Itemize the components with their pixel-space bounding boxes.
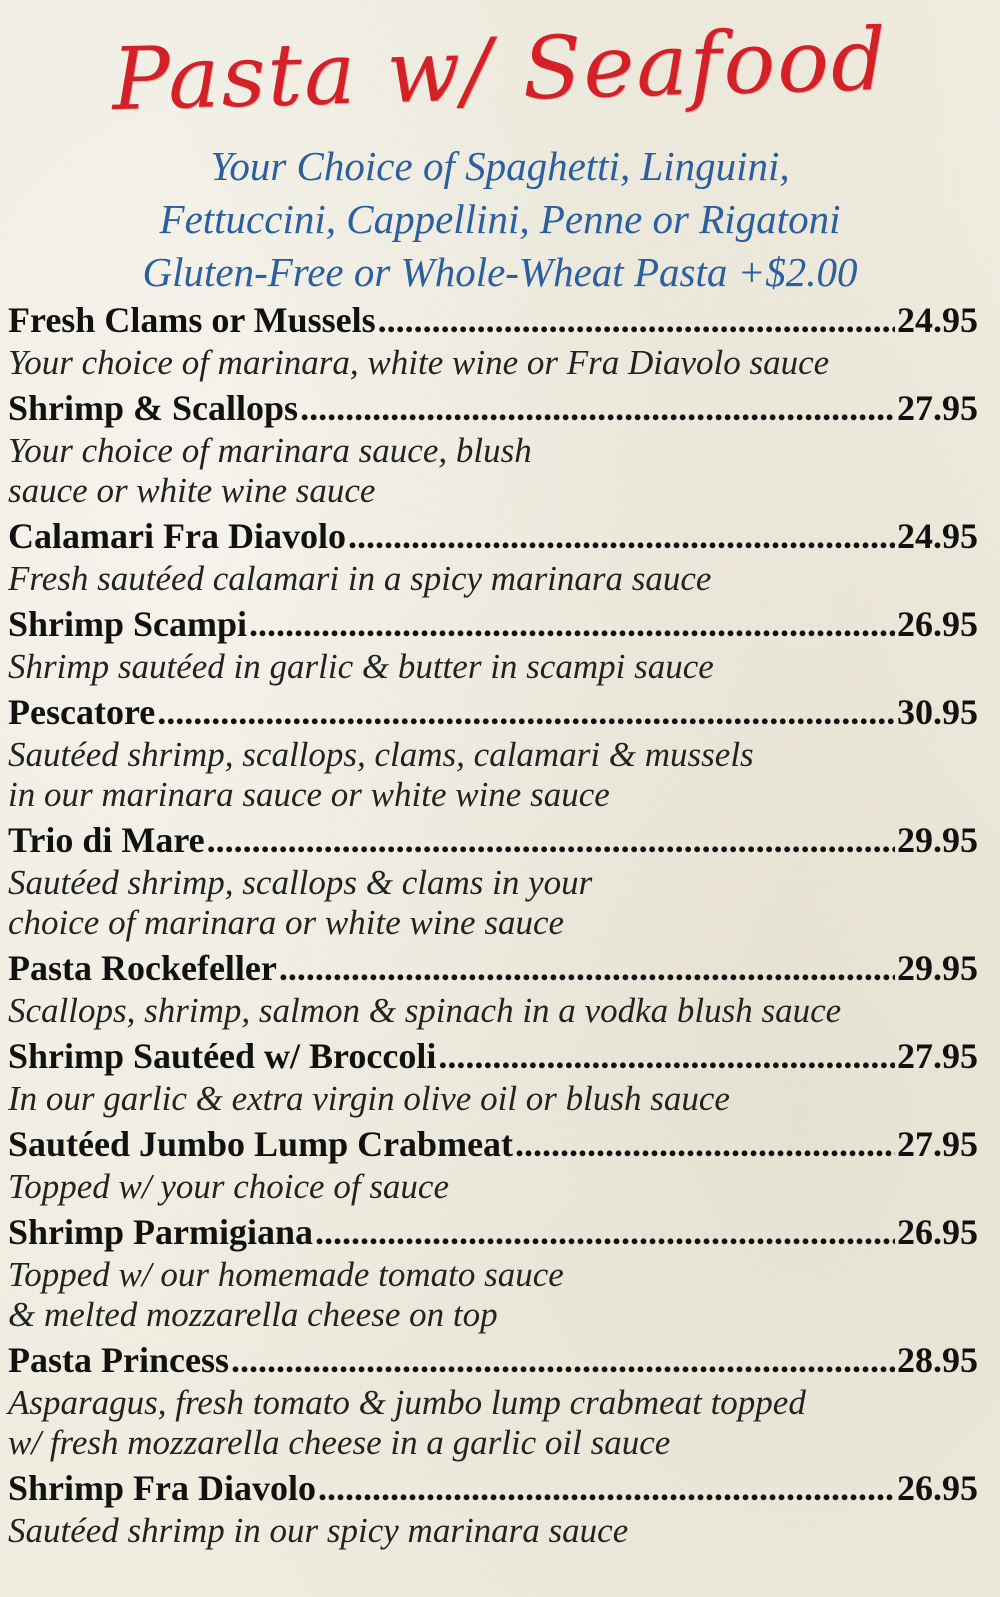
- menu-item-price: 24.95: [897, 516, 978, 556]
- menu-item: [8, 1466, 978, 1551]
- menu-item: [8, 818, 978, 943]
- menu-item-description: [8, 1383, 978, 1463]
- description-line: In our garlic & extra virgin olive oil or blush sauce: [8, 1079, 730, 1118]
- dot-leader: [279, 946, 895, 991]
- dot-leader: [438, 1034, 895, 1079]
- dot-leader: [515, 1122, 895, 1167]
- menu-item-description: [8, 431, 978, 511]
- dot-leader: [157, 690, 895, 735]
- menu-item-name: Fresh Clams or Mussels: [8, 300, 376, 340]
- menu-item-price: 28.95: [897, 1340, 978, 1380]
- dot-leader: [315, 1210, 895, 1255]
- menu-item-price: 24.95: [897, 300, 978, 340]
- description-line: Shrimp sautéed in garlic & butter in scampi sauce: [8, 647, 714, 686]
- menu-item-name: Shrimp Sautéed w/ Broccoli: [8, 1036, 437, 1076]
- menu-item-name: Pasta Rockefeller: [8, 948, 277, 988]
- menu-item-name: Shrimp & Scallops: [8, 388, 299, 428]
- menu-item-price: 27.95: [897, 1124, 978, 1164]
- subtitle-line: Gluten-Free or Whole-Wheat Pasta +$2.00: [142, 249, 858, 295]
- description-line: Scallops, shrimp, salmon & spinach in a vodka blush sauce: [8, 991, 842, 1030]
- description-line: Your choice of marinara sauce, blush: [8, 431, 532, 470]
- menu-item-header: [8, 818, 978, 863]
- description-line: w/ fresh mozzarella cheese in a garlic oil sauce: [8, 1423, 671, 1462]
- dot-leader: [318, 1466, 895, 1511]
- menu-item-price: 29.95: [897, 948, 978, 988]
- dot-leader: [231, 1338, 895, 1383]
- menu-item-description: [8, 1167, 978, 1207]
- menu-item-name: Pasta Princess: [8, 1340, 229, 1380]
- menu-item-name: Shrimp Parmigiana: [8, 1212, 314, 1252]
- description-line: choice of marinara or white wine sauce: [8, 903, 565, 942]
- description-line: Topped w/ your choice of sauce: [8, 1167, 450, 1206]
- menu-item-header: [8, 1034, 978, 1079]
- menu-item-description: [8, 559, 978, 599]
- description-line: Asparagus, fresh tomato & jumbo lump crabmeat topped: [8, 1383, 806, 1422]
- description-line: Topped w/ our homemade tomato sauce: [8, 1255, 564, 1294]
- menu-items-list: [8, 298, 978, 1554]
- description-line: Your choice of marinara, white wine or Fra Diavolo sauce: [8, 343, 830, 382]
- menu-item: [8, 1210, 978, 1335]
- menu-item-price: 26.95: [897, 1468, 978, 1508]
- menu-item-price: 27.95: [897, 388, 978, 428]
- menu-item-header: [8, 1122, 978, 1167]
- dot-leader: [348, 514, 895, 559]
- menu-item-description: [8, 343, 978, 383]
- menu-item: [8, 1122, 978, 1207]
- description-line: Sautéed shrimp, scallops & clams in your: [8, 863, 593, 902]
- description-line: Fresh sautéed calamari in a spicy marinara sauce: [8, 559, 712, 598]
- menu-item-header: [8, 1338, 978, 1383]
- menu-item-header: [8, 298, 978, 343]
- subtitle-line: Fettuccini, Cappellini, Penne or Rigatoni: [159, 196, 841, 242]
- menu-item-name: Shrimp Scampi: [8, 604, 248, 644]
- menu-item-header: [8, 1210, 978, 1255]
- menu-item: [8, 1338, 978, 1463]
- menu-item-name: Pescatore: [8, 692, 156, 732]
- menu-item-name: Calamari Fra Diavolo: [8, 516, 346, 556]
- menu-title: Pasta w/ Seafood: [110, 9, 890, 131]
- menu-item-description: [8, 647, 978, 687]
- menu-item: [8, 690, 978, 815]
- pasta-choice-note: [0, 140, 1000, 299]
- menu-item-description: [8, 1255, 978, 1335]
- description-line: Sautéed shrimp, scallops, clams, calamari & mussels: [8, 735, 754, 774]
- menu-item-price: 29.95: [897, 820, 978, 860]
- menu-item-header: [8, 514, 978, 559]
- menu-item-description: [8, 735, 978, 815]
- dot-leader: [378, 298, 895, 343]
- menu-item-price: 26.95: [897, 604, 978, 644]
- menu-item: [8, 602, 978, 687]
- description-line: in our marinara sauce or white wine sauce: [8, 775, 610, 814]
- menu-item-name: Trio di Mare: [8, 820, 205, 860]
- menu-item-header: [8, 602, 978, 647]
- menu-item: [8, 298, 978, 383]
- menu-item-header: [8, 690, 978, 735]
- menu-item: [8, 386, 978, 511]
- description-line: & melted mozzarella cheese on top: [8, 1295, 498, 1334]
- menu-item-name: Sautéed Jumbo Lump Crabmeat: [8, 1124, 514, 1164]
- dot-leader: [207, 818, 895, 863]
- menu-item-price: 26.95: [897, 1212, 978, 1252]
- menu-item-description: [8, 1079, 978, 1119]
- subtitle-line: Your Choice of Spaghetti, Linguini,: [210, 143, 790, 189]
- menu-item-price: 30.95: [897, 692, 978, 732]
- menu-item-header: [8, 946, 978, 991]
- menu-item-header: [8, 386, 978, 431]
- description-line: Sautéed shrimp in our spicy marinara sauce: [8, 1511, 629, 1550]
- dot-leader: [249, 602, 895, 647]
- menu-item: [8, 514, 978, 599]
- description-line: sauce or white wine sauce: [8, 471, 376, 510]
- dot-leader: [300, 386, 895, 431]
- menu-item-header: [8, 1466, 978, 1511]
- menu-item-description: [8, 991, 978, 1031]
- menu-item: [8, 1034, 978, 1119]
- menu-item: [8, 946, 978, 1031]
- menu-item-price: 27.95: [897, 1036, 978, 1076]
- menu-item-description: [8, 1511, 978, 1551]
- menu-item-description: [8, 863, 978, 943]
- menu-item-name: Shrimp Fra Diavolo: [8, 1468, 317, 1508]
